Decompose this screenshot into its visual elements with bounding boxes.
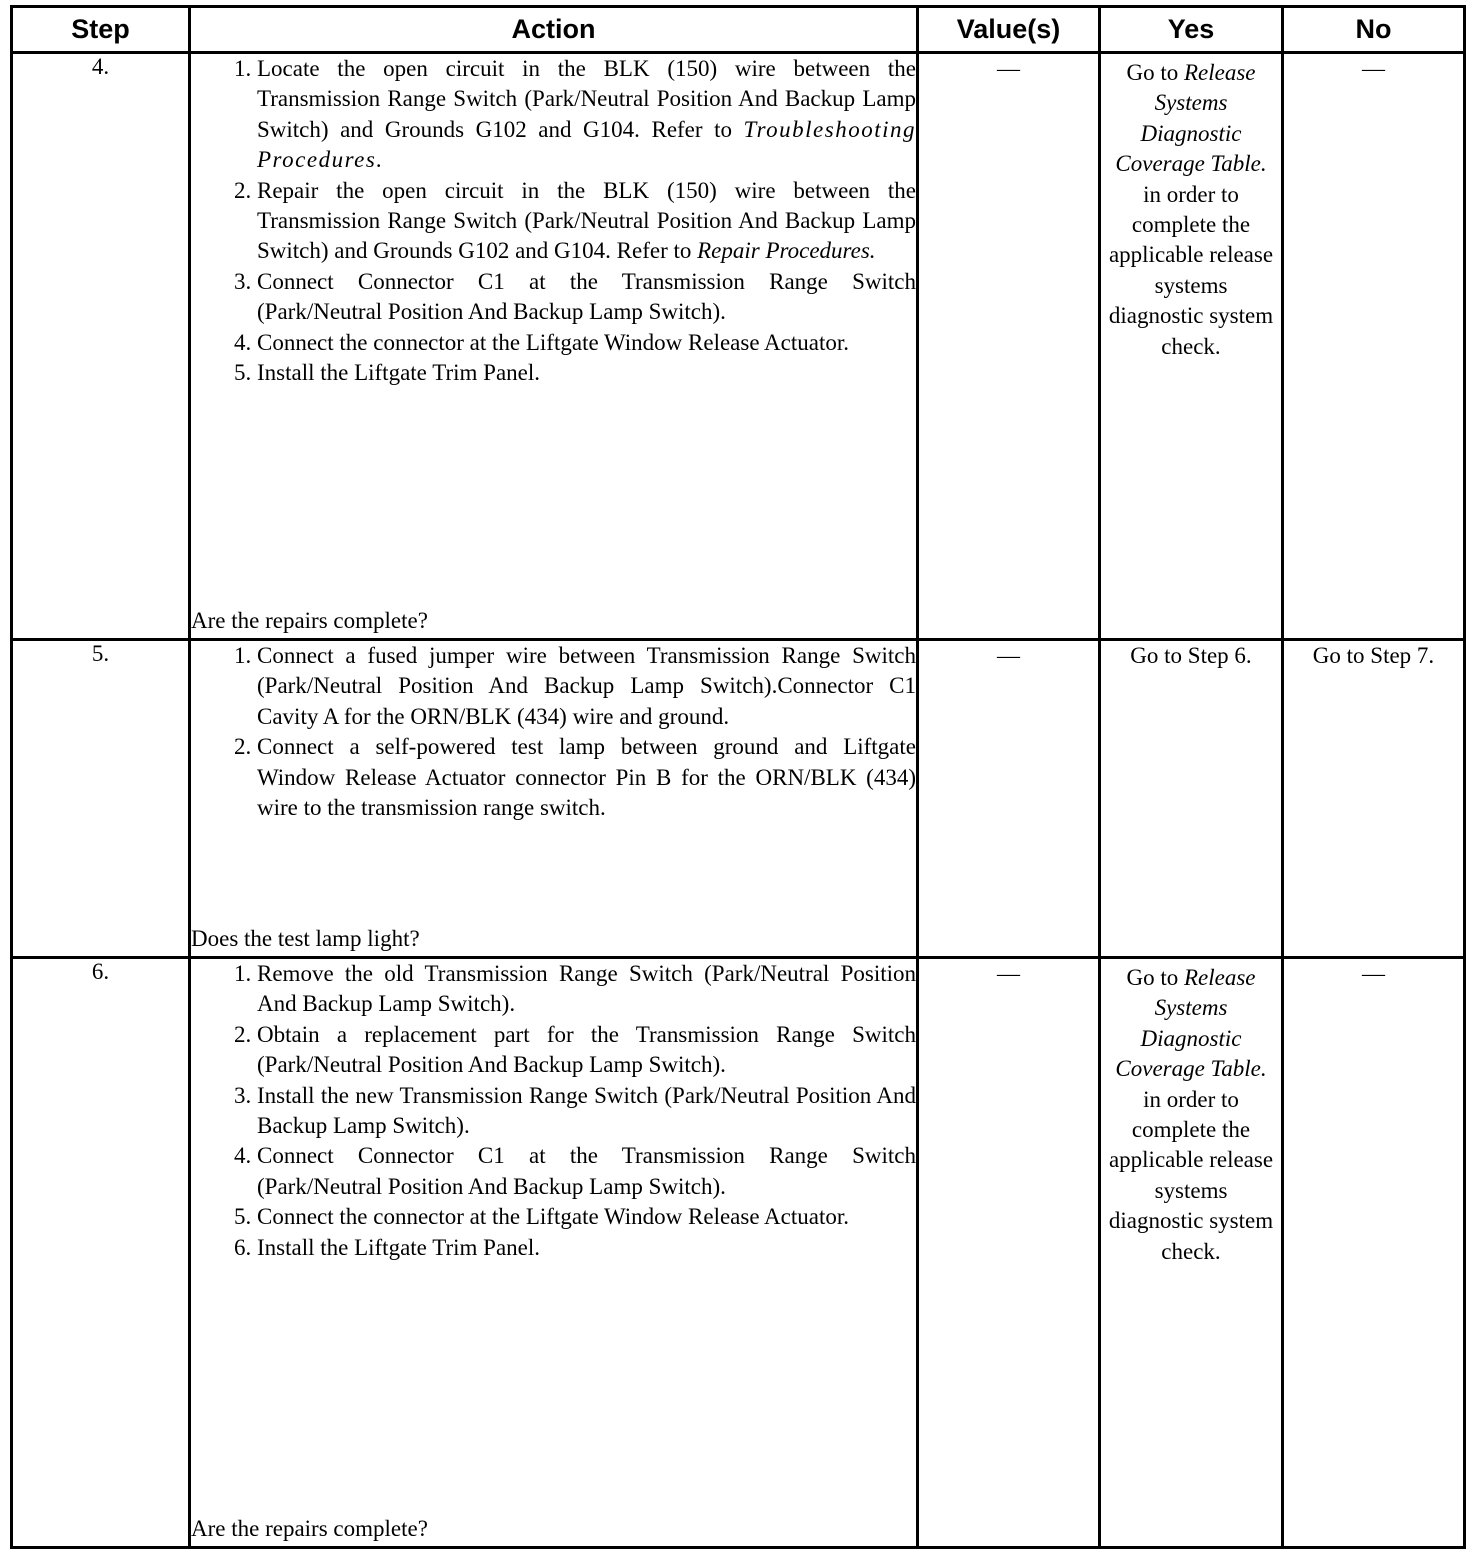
- header-row: [12, 7, 1465, 53]
- reference-link[interactable]: Release Systems Diagnostic Coverage Table.: [1115, 965, 1267, 1082]
- action-question: Does the test lamp light?: [191, 926, 420, 951]
- action-steps: [191, 54, 916, 388]
- step-number: 6.: [12, 958, 190, 1548]
- value-cell: —: [918, 958, 1100, 1548]
- action-cell: [190, 640, 918, 958]
- yes-cell: Go to Step 6.: [1100, 640, 1283, 958]
- table-row: [12, 640, 1465, 958]
- table-row: [12, 958, 1465, 1548]
- step-number: 4.: [12, 53, 190, 640]
- action-step: 3. Connect Connector C1 at the Transmission Range Switch (Park/Neutral Position And Backup Lamp Switch).: [257, 267, 916, 328]
- no-cell: —: [1283, 53, 1465, 640]
- action-steps: [191, 959, 916, 1263]
- action-steps: [191, 641, 916, 823]
- action-cell: [190, 53, 918, 640]
- reference-link[interactable]: Repair Procedures.: [697, 238, 876, 264]
- diagnostic-table: [10, 5, 1466, 1549]
- action-step: 2. Obtain a replacement part for the Transmission Range Switch (Park/Neutral Position And Backup Lamp Switch).: [257, 1020, 916, 1081]
- yes-cell: Go to Release Systems Diagnostic Coverage Table. in order to complete the applicable release systems diagnostic system check.: [1100, 53, 1283, 640]
- action-question: Are the repairs complete?: [191, 608, 428, 633]
- header-action: Action: [190, 7, 918, 53]
- action-step: 2. Connect a self-powered test lamp between ground and Liftgate Window Release Actuator connector Pin B for the ORN/BLK (434) wire to the transmission range switch.: [257, 732, 916, 823]
- reference-link[interactable]: Release Systems Diagnostic Coverage Table.: [1115, 60, 1267, 177]
- action-question: Are the repairs complete?: [191, 1516, 428, 1541]
- header-step: Step: [12, 7, 190, 53]
- action-step: 1. Remove the old Transmission Range Switch (Park/Neutral Position And Backup Lamp Switch).: [257, 959, 916, 1020]
- reference-link[interactable]: Troubleshooting Procedures.: [257, 116, 916, 173]
- action-cell: [190, 958, 918, 1548]
- action-step: 3. Install the new Transmission Range Switch (Park/Neutral Position And Backup Lamp Switch).: [257, 1081, 916, 1142]
- value-cell: —: [918, 53, 1100, 640]
- action-step: 1. Connect a fused jumper wire between Transmission Range Switch (Park/Neutral Position And Backup Lamp Switch).Connector C1 Cavity A for the ORN/BLK (434) wire and ground.: [257, 641, 916, 732]
- header-yes: Yes: [1100, 7, 1283, 53]
- action-step: 4. Connect Connector C1 at the Transmission Range Switch (Park/Neutral Position And Backup Lamp Switch).: [257, 1141, 916, 1202]
- action-step: 5. Install the Liftgate Trim Panel.: [257, 358, 916, 388]
- step-number: 5.: [12, 640, 190, 958]
- header-no: No: [1283, 7, 1465, 53]
- action-step: 2. Repair the open circuit in the BLK (150) wire between the Transmission Range Switch (Park/Neutral Position And Backup Lamp Switch) and Grounds G102 and G104. Refer to Repair Procedures.: [257, 176, 916, 267]
- action-step: 1. Locate the open circuit in the BLK (150) wire between the Transmission Range Switch (Park/Neutral Position And Backup Lamp Switch) and Grounds G102 and G104. Refer to Troubleshooting Procedures.: [257, 54, 916, 176]
- no-cell: —: [1283, 958, 1465, 1548]
- yes-cell: Go to Release Systems Diagnostic Coverage Table. in order to complete the applicable release systems diagnostic system check.: [1100, 958, 1283, 1548]
- value-cell: —: [918, 640, 1100, 958]
- action-step: 4. Connect the connector at the Liftgate Window Release Actuator.: [257, 328, 916, 358]
- action-step: 5. Connect the connector at the Liftgate Window Release Actuator.: [257, 1202, 916, 1232]
- no-cell: Go to Step 7.: [1283, 640, 1465, 958]
- header-values: Value(s): [918, 7, 1100, 53]
- table-row: [12, 53, 1465, 640]
- action-step: 6. Install the Liftgate Trim Panel.: [257, 1233, 916, 1263]
